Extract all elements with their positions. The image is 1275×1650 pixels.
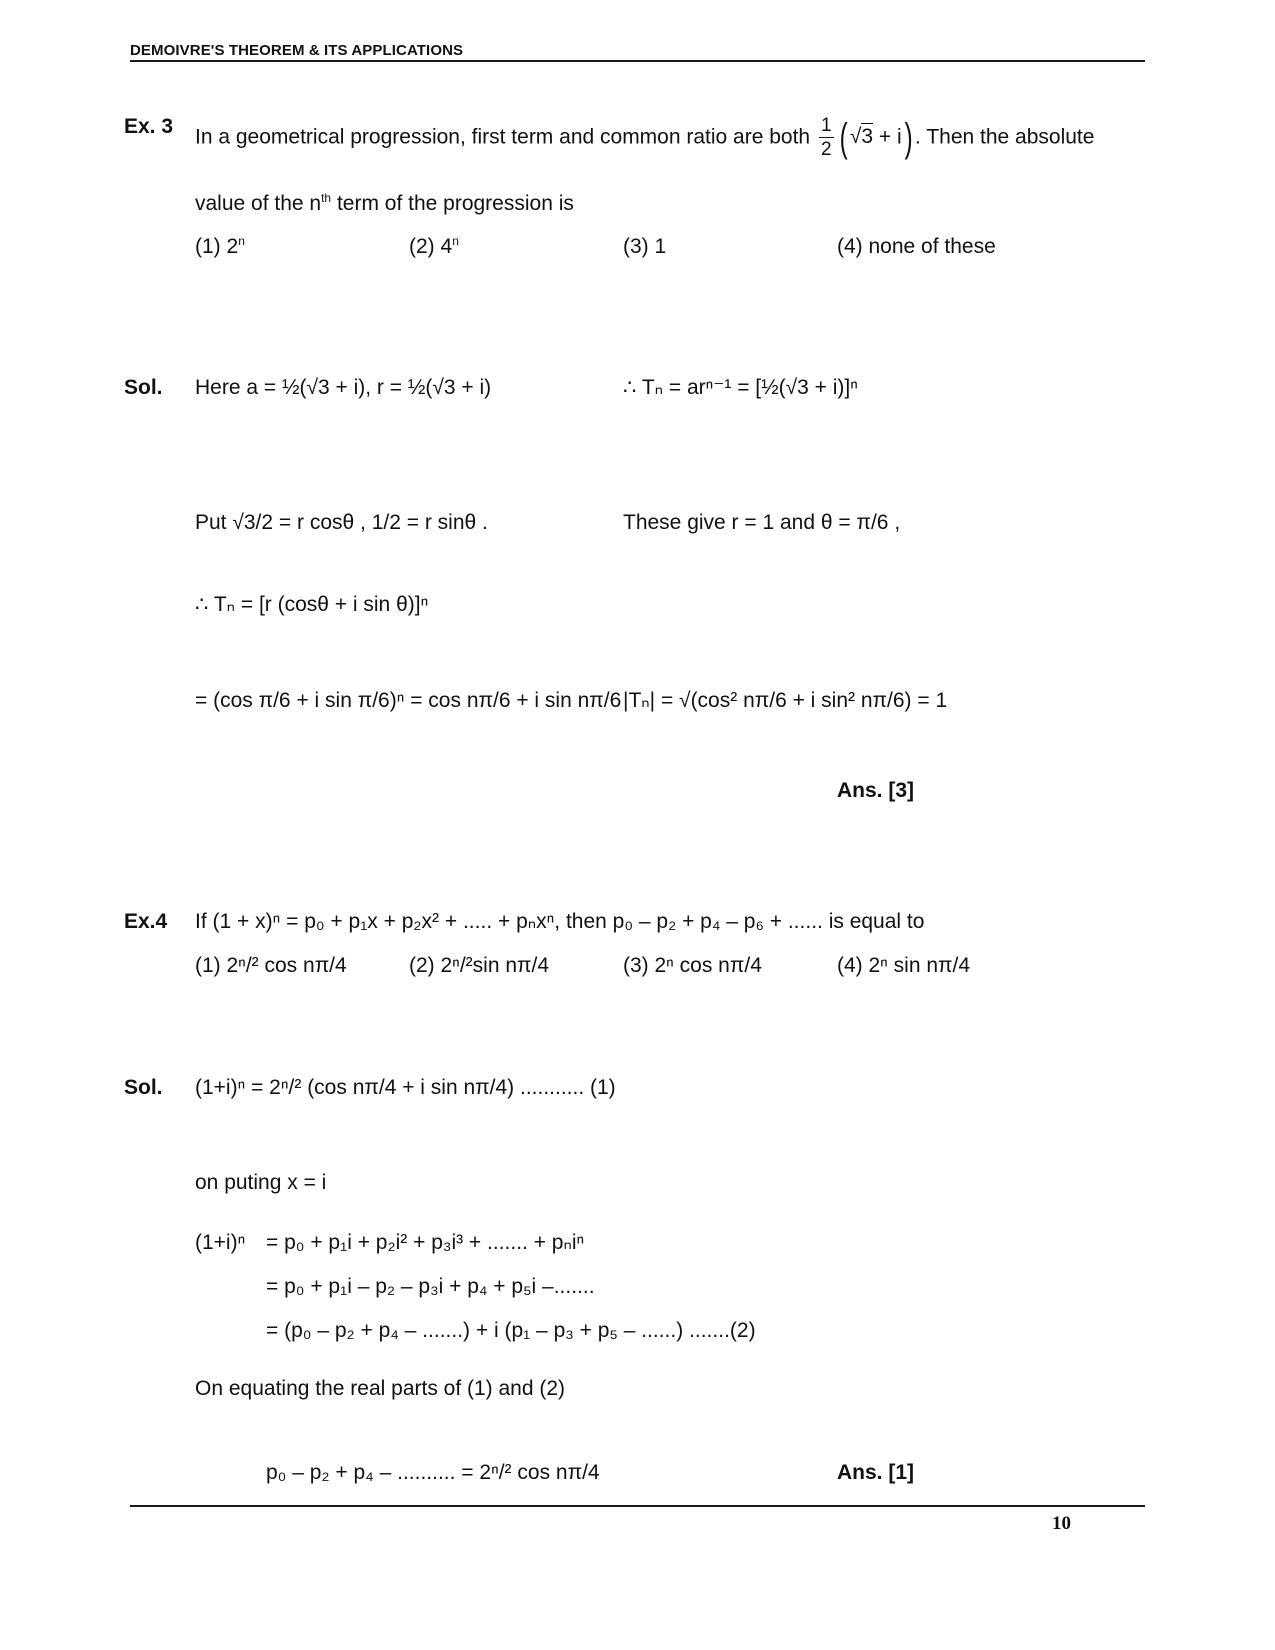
sol3-answer: Ans. [3] [837,779,915,802]
sol3-line3: ∴ Tₙ = [r (cosθ + i sin θ)]ⁿ [195,593,429,616]
half-fraction: $\frac{1}{2}$ [820,115,832,160]
sol4-line1: (1+i)ⁿ = 2ⁿ/² (cos nπ/4 + i sin nπ/4) ........... (1) [195,1076,616,1099]
ex4-option-4: (4) 2ⁿ sin nπ/4 [837,954,971,977]
ex3-option-1: (1) 2$^n$ [195,234,245,258]
sol4-line5: = (p₀ – p₂ + p₄ – .......) + i (p₁ – p₃ + p₅ – ......) .......(2) [266,1319,756,1342]
page-number: 10 [1052,1513,1071,1534]
ex4-question: If (1 + x)ⁿ = p₀ + p₁x + p₂x² + ..... + pₙxⁿ, then p₀ – p₂ + p₄ – p₆ + ...... is equal to [195,910,925,933]
sol3-line1-right: ∴ Tₙ = arⁿ⁻¹ = [½(√3 + i)]ⁿ [623,376,858,399]
sol3-line4-left: = (cos π/6 + i sin π/6)ⁿ = cos nπ/6 + i sin nπ/6 [195,689,622,712]
sol4-label: Sol. [124,1076,163,1099]
ex3-question-line1: In a geometrical progression, first term and common ratio are both $\frac{1}{2}$ ( √3 + i) . Then the absolute [195,115,1095,160]
header-rule [130,60,1145,62]
sol4-line6: On equating the real parts of (1) and (2) [195,1377,566,1400]
ex3-option-4: (4) none of these [837,235,996,258]
sol3-label: Sol. [124,376,163,399]
sol4-line7: p₀ – p₂ + p₄ – .......... = 2ⁿ/² cos nπ/4 [266,1461,600,1484]
sol4-line3-left: (1+i)ⁿ [195,1231,246,1254]
ex3-label: Ex. 3 [124,115,174,138]
sol3-line2-right: These give r = 1 and θ = π/6 , [623,511,901,534]
ex4-option-3: (3) 2ⁿ cos nπ/4 [623,954,762,977]
sol3-line1-left: Here a = ½(√3 + i), r = ½(√3 + i) [195,376,492,399]
ex4-label: Ex.4 [124,910,168,933]
running-header-title: DEMOIVRE'S THEOREM & ITS APPLICATIONS [130,42,464,59]
sol3-line4-right: |Tₙ| = √(cos² nπ/6 + i sin² nπ/6) = 1 [623,689,948,712]
ex3-question-line2: value of the $n^{th}$ term of the progression is [195,191,574,215]
ex3-option-3: (3) 1 [623,235,667,258]
sol4-line4: = p₀ + p₁i – p₂ – p₃i + p₄ + p₅i –....... [266,1275,595,1298]
ex4-option-2: (2) 2ⁿ/²sin nπ/4 [409,954,550,977]
ex4-option-1: (1) 2ⁿ/² cos nπ/4 [195,954,347,977]
sol4-line3-right: = p₀ + p₁i + p₂i² + p₃i³ + ....... + pₙiⁿ [266,1231,585,1254]
sol3-line2-left: Put √3/2 = r cosθ , 1/2 = r sinθ . [195,511,488,534]
footer-rule [130,1505,1145,1507]
sol4-line2: on puting x = i [195,1171,327,1194]
ex3-option-2: (2) 4$^n$ [409,234,459,258]
sol4-answer: Ans. [1] [837,1461,915,1484]
